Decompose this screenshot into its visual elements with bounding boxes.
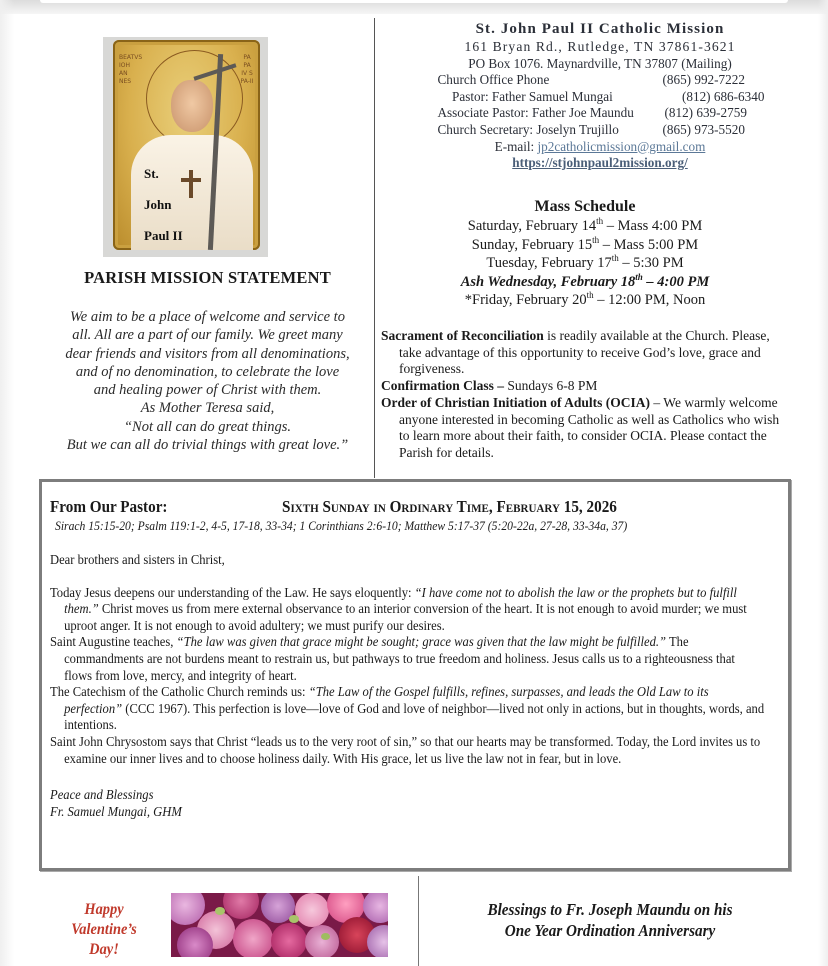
phone-row	[405, 89, 795, 106]
pastor-heading: From Our Pastor:	[50, 497, 168, 516]
mass-entry	[405, 236, 765, 255]
mission-statement-title: PARISH MISSION STATEMENT	[84, 268, 331, 287]
mass-time: – Mass 4:00 PM	[603, 218, 703, 234]
paragraph-text: The commandments are not burdens meant to restrain us, but pathways to true freedom and holiness. Jesus calls us to a righteousness that flows from love, mercy, and integrity of heart.	[64, 634, 735, 683]
paragraph-text: (CCC 1967). This perfection is love—love of God and love of neighbor—lived not only in actions, but in thoughts, words, and intentions.	[64, 700, 765, 733]
ordinal-suffix: th	[592, 234, 600, 245]
mass-entry	[405, 254, 765, 273]
paragraph-text: Today Jesus deepens our understanding of the Law. He says eloquently:	[50, 584, 415, 600]
phone-row	[405, 72, 795, 89]
mass-time: – 4:00 PM	[642, 273, 710, 290]
letter-paragraph	[50, 684, 764, 734]
contact-info	[405, 20, 795, 172]
footer-divider	[418, 876, 419, 966]
email-label: E-mail:	[494, 138, 538, 154]
pastor-letter-box	[39, 479, 791, 871]
mass-time: – 5:30 PM	[618, 255, 684, 272]
letter-paragraph: Saint John Chrysostom says that Christ “leads us to the very root of sin,” so that our hearts may be transformed. Today, the Lord invites us to examine our inner lives and to choose holiness daily. With His grace, let us live the law not in fear, but in love.	[50, 733, 761, 766]
phone-label: Church Secretary: Joselyn Trujillo	[437, 121, 619, 137]
mass-entry	[405, 217, 765, 236]
notice-confirmation	[381, 378, 791, 395]
notice-text: – We warmly welcome anyone interested in becoming Catholic as well as Catholics who wish to learn more about their faith, to consider OCIA. Please contact the Parish for details.	[399, 394, 780, 460]
mass-date: *Friday, February 20	[464, 292, 587, 309]
mass-schedule-title: Mass Schedule	[534, 198, 636, 215]
notice-text: is readily available at the Church. Please, take advantage of this opportunity to receive God’s love, grace and forgiveness.	[399, 328, 770, 377]
mass-schedule	[405, 196, 765, 310]
phone-row	[405, 122, 795, 139]
head	[171, 80, 213, 132]
saint-portrait-image	[103, 37, 268, 257]
augustine-quote: “The law was given that grace might be sought; grace was given that the law might be fulfilled.”	[176, 634, 667, 650]
phone-label: Pastor: Father Samuel Mungai	[452, 88, 613, 104]
icon-inscription-left: BEATVS IOH AN NES	[119, 54, 143, 85]
ordinal-suffix: th	[596, 216, 604, 227]
greeting-line: Day!	[89, 941, 119, 958]
pastor-letter	[50, 552, 764, 820]
notice-text: Sundays 6-8 PM	[504, 378, 598, 394]
letter-paragraph	[50, 634, 764, 684]
ordinal-suffix: th	[635, 271, 643, 282]
phone-label: Associate Pastor: Father Joe Maundu	[437, 105, 634, 121]
street-address: 161 Bryan Rd., Rutledge, TN 37861-3621	[464, 39, 736, 54]
paragraph-text: Christ moves us from mere external observance to an interior conversion of the heart. It is not enough to avoid murder; we must uproot anger. It is not enough to avoid adultery; we must purify our desires.	[64, 601, 747, 633]
caption-line: John	[144, 197, 172, 212]
scripture-readings: Sirach 15:15-20; Psalm 119:1-2, 4-5, 17-18, 33-34; 1 Corinthians 2:6-10; Matthew 5:17-37 (5:20-22a, 27-28, 33-34a, 37)	[55, 519, 628, 533]
phone-number: (865) 973-5520	[662, 121, 745, 137]
phone-label: Church Office Phone	[437, 72, 550, 88]
pectoral-cross-bar	[181, 178, 201, 182]
parish-notices	[381, 328, 791, 462]
icon-inscription-right: PA PA IV S PA-II	[240, 54, 254, 85]
mass-time: – 12:00 PM, Noon	[593, 292, 706, 309]
ordination-anniversary-blessing	[454, 899, 767, 941]
left-shade	[0, 0, 14, 966]
mailing-address: PO Box 1076. Maynardville, TN 37807 (Mailing)	[468, 55, 732, 71]
blessing-line: One Year Ordination Anniversary	[504, 921, 716, 940]
letter-signoff: Peace and Blessings	[50, 787, 154, 803]
phone-row	[405, 105, 795, 122]
mission-statement-text	[20, 308, 395, 454]
letter-signature: Fr. Samuel Mungai, GHM	[50, 803, 182, 819]
phone-number: (812) 686-6340	[682, 88, 765, 104]
blessing-line: Blessings to Fr. Joseph Maundu on his	[487, 900, 733, 919]
phone-number: (812) 639-2759	[664, 105, 747, 121]
portrait-caption	[144, 158, 183, 250]
paragraph-text: Saint Augustine teaches,	[50, 634, 177, 650]
liturgical-date: Sixth Sunday in Ordinary Time, February 15, 2026	[282, 497, 617, 516]
mission-line: and healing power of Christ with them.	[93, 382, 322, 399]
notice-reconciliation	[381, 328, 791, 378]
top-shade	[0, 0, 828, 14]
notice-heading: Order of Christian Initiation of Adults (OCIA)	[381, 394, 651, 410]
caption-line: St.	[144, 166, 159, 181]
mass-date: Ash Wednesday, February 18	[460, 273, 636, 290]
notice-heading: Confirmation Class –	[381, 378, 505, 394]
phone-number: (865) 992-7222	[662, 72, 745, 88]
letter-paragraph	[50, 585, 764, 635]
mission-line: “Not all can do great things.	[123, 418, 292, 435]
ordinal-suffix: th	[586, 290, 594, 301]
email-line	[405, 139, 795, 156]
mass-date: Saturday, February 14	[467, 218, 597, 234]
parish-name: St. John Paul II Catholic Mission	[475, 21, 725, 37]
letter-greeting: Dear brothers and sisters in Christ,	[50, 552, 225, 567]
notice-heading: Sacrament of Reconciliation	[381, 328, 544, 343]
right-shade	[818, 0, 828, 966]
paragraph-text: The Catechism of the Catholic Church reminds us:	[50, 684, 309, 700]
icon-panel	[113, 40, 260, 250]
mission-line: and of no denomination, to celebrate the love	[75, 363, 340, 380]
caption-line: Paul II	[144, 228, 183, 243]
mission-line: But we can all do trivial things with great love.”	[66, 437, 349, 454]
website-link[interactable]: https://stjohnpaul2mission.org/	[512, 155, 688, 171]
mass-date: Tuesday, February 17	[486, 255, 612, 272]
pectoral-cross-icon	[189, 170, 193, 198]
mass-time: – Mass 5:00 PM	[599, 236, 699, 253]
mass-entry-ash-wednesday	[405, 273, 765, 292]
ordinal-suffix: th	[611, 253, 619, 264]
mass-entry	[405, 291, 765, 310]
mission-line: dear friends and visitors from all denominations,	[65, 345, 350, 362]
mission-line: We aim to be a place of welcome and service to	[70, 309, 345, 325]
mission-line: all. All are a part of our family. We greet many	[72, 327, 343, 344]
mass-date: Sunday, February 15	[471, 236, 593, 253]
mission-line: As Mother Teresa said,	[140, 400, 275, 417]
catechism-quote: “The Law of the Gospel fulfills, refines, surpasses, and leads the Old Law to its perfection”	[64, 684, 709, 716]
roses-image	[171, 893, 388, 957]
valentine-greeting	[63, 900, 145, 960]
email-link[interactable]: jp2catholicmission@gmail.com	[537, 138, 706, 154]
greeting-line: Valentine’s	[71, 921, 137, 938]
greeting-line: Happy	[84, 901, 124, 918]
scripture-quote: “I have come not to abolish the law or the prophets but to fulfill them.”	[64, 584, 737, 617]
notice-ocia	[381, 395, 791, 462]
